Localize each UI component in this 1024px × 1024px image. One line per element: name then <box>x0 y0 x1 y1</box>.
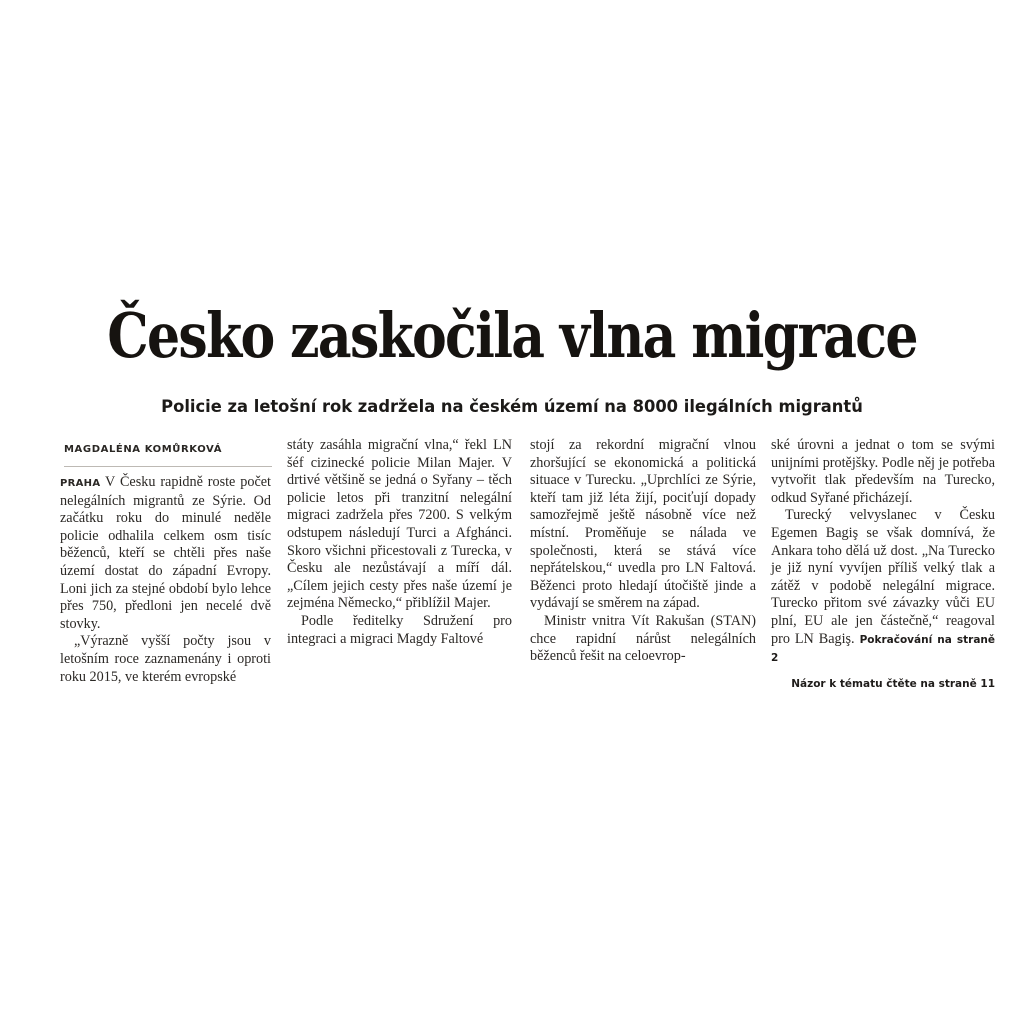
column-1 <box>60 474 271 686</box>
paragraph-text: V Česku rapidně roste počet nelegálních migrantů ze Sýrie. Od začátku roku do minulé neděle policie odhalila celkem osm tisíc běženců, kteří se chtěli přes naše území dostat do západní Evropy. Loni jich za stejné období bylo lehce přes 750, předloni jen necelé dvě stovky. <box>60 474 271 632</box>
column-3 <box>530 437 756 666</box>
paragraph: stojí za rekordní migrační vlnou zhoršující se ekonomická a politická situace v Turecku. „Uprchlíci ze Sýrie, kteří tam již léta žijí, pociťují dopady samozřejmě ještě násobně více než místní. Proměňuje se nálada ve společnosti, která se stává více nepřátelskou,“ uvedla pro LN Faltová. Běženci proto hledají útočiště jinde a vydávají se směrem na západ. <box>530 437 756 612</box>
paragraph: Ministr vnitra Vít Rakušan (STAN) chce rapidní nárůst nelegálních běženců řešit na celoevrop- <box>530 612 756 665</box>
headline: Česko zaskočila vlna migrace <box>107 299 917 372</box>
opinion-reference[interactable]: Názor k tématu čtěte na straně 11 <box>791 678 995 690</box>
paragraph <box>771 507 995 667</box>
dateline: PRAHA <box>60 478 101 489</box>
paragraph <box>60 474 271 633</box>
paragraph-text: Turecký velvyslanec v Česku Egemen Bagiş se však domnívá, že Ankara toho dělá už dost. „Na Turecko je již nyní vyvíjen příliš velký tlak a zátěž v podobě nelegální migrace. Turecko přitom své závazky vůči EU plní, EU ale jen částečně,“ reagoval pro LN Bagiş. <box>771 507 995 647</box>
byline: MAGDALÉNA KOMŮRKOVÁ <box>64 442 272 467</box>
paragraph: Podle ředitelky Sdružení pro integraci a migraci Magdy Faltové <box>287 612 512 647</box>
column-4 <box>771 437 995 668</box>
column-2 <box>287 437 512 648</box>
paragraph: ské úrovni a jednat o tom se svými unijními protějšky. Podle něj je potřeba vytvořit tlak především na Turecko, odkud Syřané přicházejí. <box>771 437 995 506</box>
subheadline: Policie za letošní rok zadržela na českém území na 8000 ilegálních migrantů <box>161 397 863 417</box>
paragraph: „Výrazně vyšší počty jsou v letošním roce zaznamenány i oproti roku 2015, ve kterém evropské <box>60 633 271 685</box>
continued-link[interactable]: Pokračování na straně 2 <box>771 633 995 665</box>
paragraph: státy zasáhla migrační vlna,“ řekl LN šéf cizinecké policie Milan Majer. V drtivé většině se jedná o Syřany – těch policie letos při tranzitní nelegální migraci zadržela přes 7200. S velkým odstupem následují Turci a Afghánci. Skoro všichni přicestovali z Turecka, v Česku ale nezůstávají a míří dál. „Cílem jejich cesty přes naše území je zejména Německo,“ přiblížil Majer. <box>287 437 512 612</box>
